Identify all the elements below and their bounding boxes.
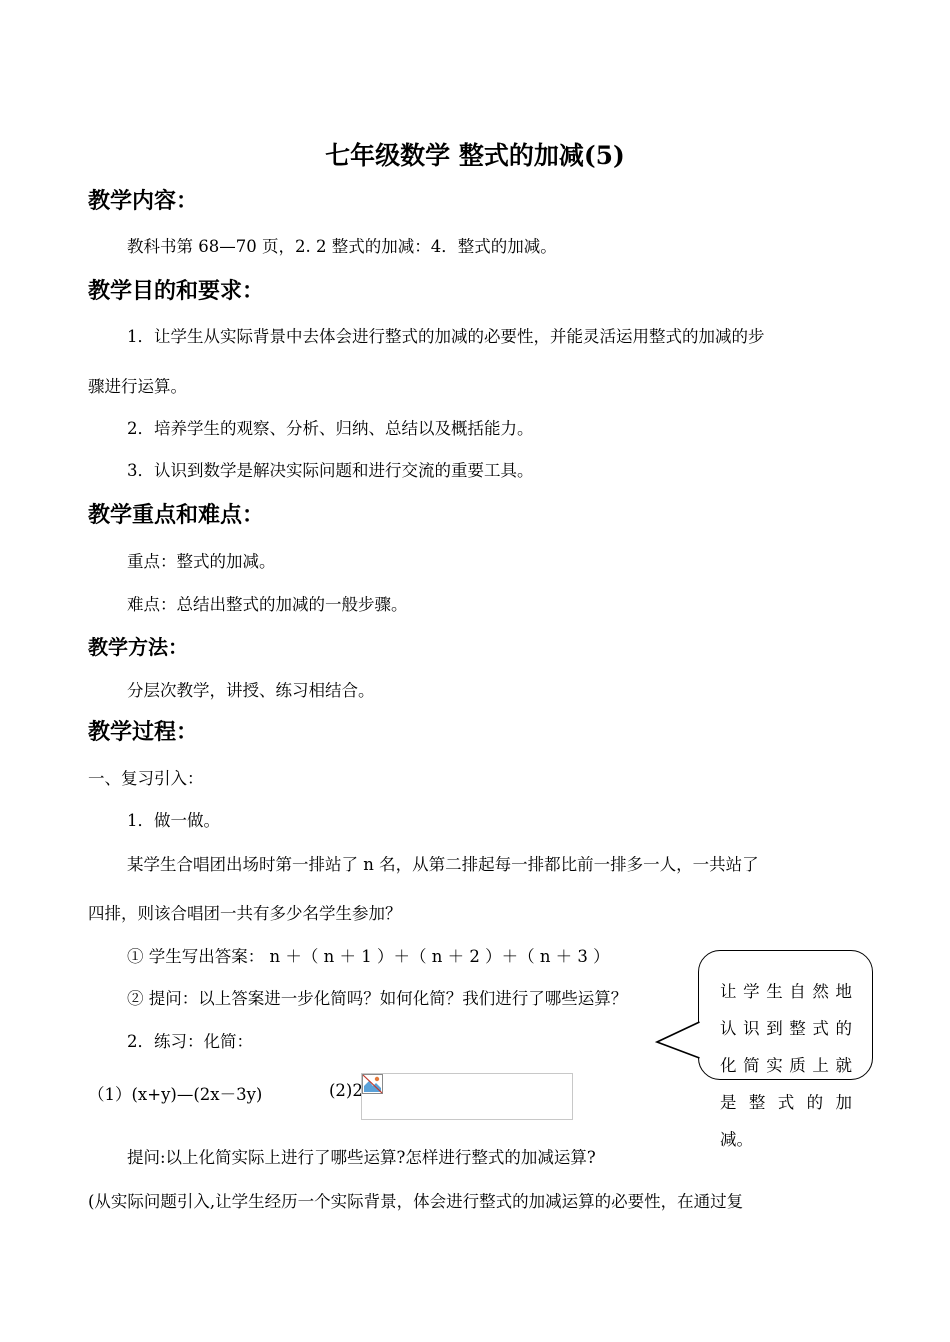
callout-pointer: [655, 1018, 701, 1064]
formula-image-frame: [361, 1073, 573, 1120]
goal-item-3: 3．认识到数学是解决实际问题和进行交流的重要工具。: [127, 461, 534, 480]
callout-line-1: 让学生自然地: [720, 982, 852, 1001]
difficulty-text: 难点：总结出整式的加减的一般步骤。: [127, 595, 408, 614]
answer-line: ① 学生写出答案： n ＋（ n ＋ 1 ）＋（ n ＋ 2 ）＋（ n ＋ 3 ）: [127, 947, 610, 966]
goal-item-2: 2．培养学生的观察、分析、归纳、总结以及概括能力。: [127, 419, 534, 438]
section-heading-key-points: 教学重点和难点：: [88, 502, 265, 528]
content-text: 教科书第 68—70 页，2. 2 整式的加减：4．整式的加减。: [127, 237, 557, 256]
process-ask: 提问:以上化简实际上进行了哪些运算?怎样进行整式的加减运算?: [127, 1148, 596, 1167]
exercise-2: (2)2: [329, 1081, 363, 1100]
process-note: (从实际问题引入,让学生经历一个实际背景，体会进行整式的加减运算的必要性，在通过复: [88, 1192, 744, 1211]
callout-line-5: 减。: [720, 1130, 753, 1149]
goal-item-1-line-1: 1．让学生从实际背景中去体会进行整式的加减的必要性，并能灵活运用整式的加减的步: [127, 327, 765, 346]
process-step-1: 1．做一做。: [127, 811, 220, 830]
process-part-1: 一、复习引入：: [88, 769, 204, 788]
section-heading-goals: 教学目的和要求：: [88, 278, 265, 304]
section-heading-process: 教学过程：: [88, 719, 199, 745]
focus-text: 重点：整式的加减。: [127, 552, 276, 571]
process-step-2: 2．练习：化简：: [127, 1032, 253, 1051]
question-line: ② 提问：以上答案进一步化简吗？如何化简？我们进行了哪些运算？: [127, 989, 628, 1008]
section-heading-content: 教学内容：: [88, 188, 199, 214]
goal-item-1-line-2: 骤进行运算。: [88, 377, 187, 396]
callout-line-3: 化简实质上就: [720, 1056, 852, 1075]
exercise-1: （1）(x+y)—(2x－3y): [88, 1085, 263, 1104]
callout-line-2: 认识到整式的: [720, 1019, 852, 1038]
broken-image-icon: [362, 1074, 383, 1094]
page-title: 七年级数学 整式的加减(5): [325, 141, 625, 170]
callout-line-4: 是整式的加: [720, 1093, 852, 1112]
problem-line-1: 某学生合唱团出场时第一排站了 n 名，从第二排起每一排都比前一排多一人，一共站了: [127, 855, 759, 874]
method-text: 分层次教学，讲授、练习相结合。: [127, 681, 375, 700]
problem-line-2: 四排，则该合唱团一共有多少名学生参加？: [88, 904, 402, 923]
section-heading-method: 教学方法：: [88, 635, 188, 659]
